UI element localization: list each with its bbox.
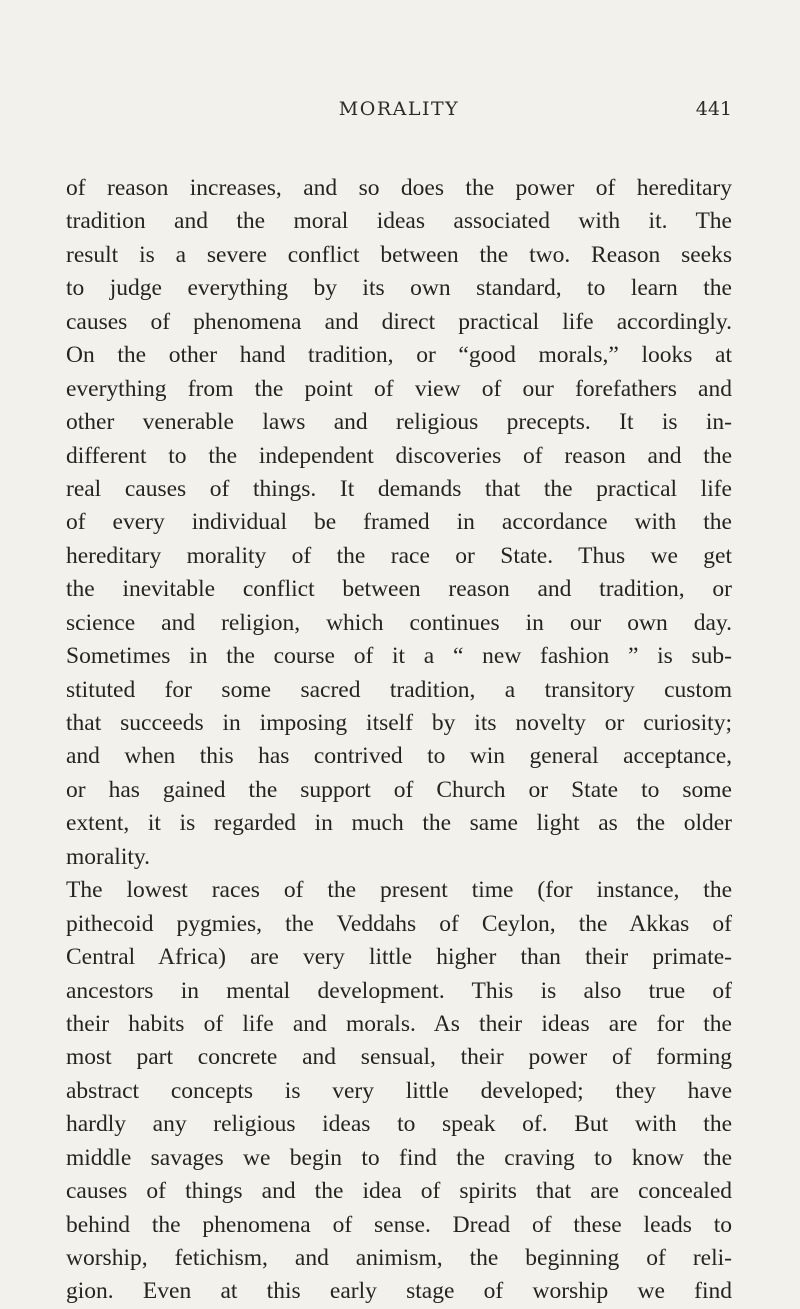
- text-line: ancestors in mental development. This is also true of: [66, 977, 732, 1004]
- text-line: morality.: [66, 843, 150, 870]
- text-line: Sometimes in the course of it a “ new fashion ” is sub-: [66, 643, 732, 670]
- running-head: [66, 98, 732, 128]
- text-line: science and religion, which continues in our own day.: [66, 609, 732, 636]
- text-line: of reason increases, and so does the power of hereditary: [66, 175, 732, 201]
- text-line: hereditary morality of the race or State. Thus we get: [66, 542, 732, 569]
- text-line: The lowest races of the present time (for instance, the: [66, 877, 732, 904]
- text-line: pithecoid pygmies, the Veddahs of Ceylon, the Akkas of: [66, 910, 732, 937]
- text-line: different to the independent discoveries of reason and the: [66, 442, 732, 469]
- paragraph-2: [66, 874, 732, 1309]
- running-title: MORALITY: [338, 98, 460, 120]
- text-line: to judge everything by its own standard, to learn the: [66, 275, 732, 302]
- text-line: result is a severe conflict between the two. Reason seeks: [66, 241, 732, 268]
- text-line: On the other hand tradition, or “good morals,” looks at: [66, 342, 732, 369]
- text-line: other venerable laws and religious precepts. It is in-: [66, 409, 732, 436]
- text-line: causes of phenomena and direct practical life accordingly.: [66, 308, 732, 335]
- text-line: tradition and the moral ideas associated with it. The: [66, 208, 732, 235]
- text-line: causes of things and the idea of spirits that are concealed: [66, 1178, 732, 1205]
- text-line: Central Africa) are very little higher than their primate-: [66, 944, 732, 971]
- text-line: the inevitable conflict between reason and tradition, or: [66, 576, 732, 603]
- page-number: 441: [695, 98, 732, 120]
- text-line: and when this has contrived to win general acceptance,: [66, 743, 732, 770]
- text-line: gion. Even at this early stage of worship we find: [66, 1278, 732, 1305]
- text-line: of every individual be framed in accordance with the: [66, 509, 732, 536]
- text-line: their habits of life and morals. As their ideas are for the: [66, 1010, 732, 1037]
- text-line: real causes of things. It demands that the practical life: [66, 475, 732, 502]
- text-line: everything from the point of view of our forefathers and: [66, 375, 732, 402]
- text-line: extent, it is regarded in much the same light as the older: [66, 810, 732, 837]
- text-line: stituted for some sacred tradition, a transitory custom: [66, 676, 732, 703]
- text-line: or has gained the support of Church or State to some: [66, 776, 732, 803]
- text-line: worship, fetichism, and animism, the beginning of reli-: [66, 1245, 732, 1271]
- paragraph-1: [66, 172, 732, 874]
- text-line: that succeeds in imposing itself by its novelty or curiosity;: [66, 710, 732, 736]
- text-line: behind the phenomena of sense. Dread of these leads to: [66, 1211, 732, 1238]
- body-text: [66, 172, 732, 1309]
- text-line: most part concrete and sensual, their power of forming: [66, 1044, 732, 1071]
- text-line: middle savages we begin to find the craving to know the: [66, 1144, 732, 1171]
- text-line: hardly any religious ideas to speak of. But with the: [66, 1111, 732, 1138]
- text-line: abstract concepts is very little developed; they have: [66, 1077, 732, 1104]
